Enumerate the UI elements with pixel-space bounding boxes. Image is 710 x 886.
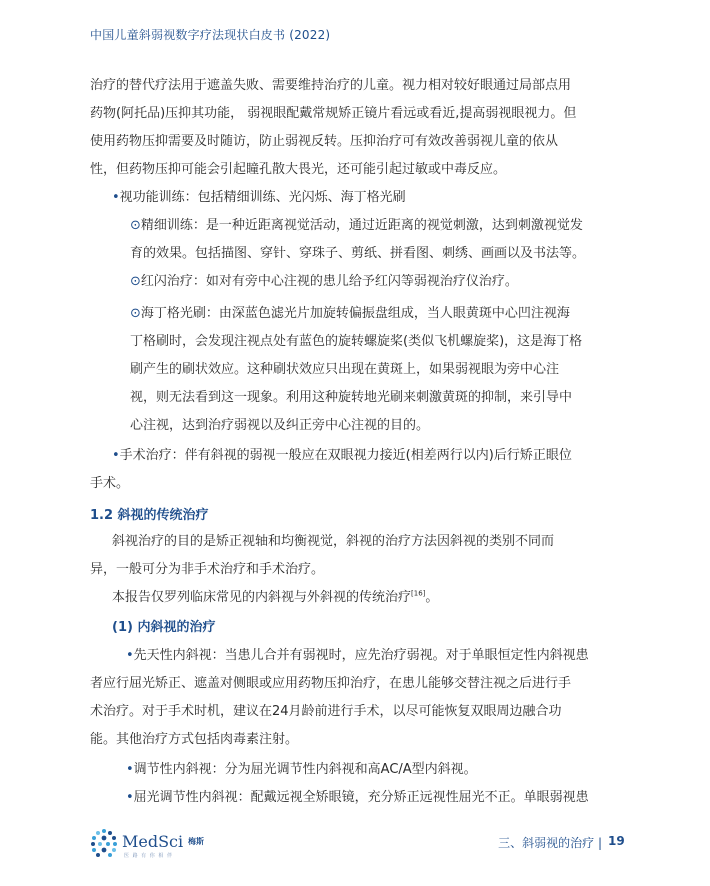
sub-item-line: 丁格刷时，会发现注视点处有蓝色的旋转螺旋桨(类似飞机螺旋桨)，这是海丁格 — [130, 334, 583, 349]
logo-word: MedSci — [122, 832, 184, 851]
page-number: 19 — [608, 834, 625, 848]
paragraph-line: 能。其他治疗方式包括肉毒素注射。 — [90, 732, 299, 747]
logo-cn: 梅斯 — [188, 837, 204, 846]
footer-chapter: 三、斜弱视的治疗 | — [498, 836, 602, 850]
bullet-icon: • — [112, 448, 120, 463]
logo-tagline: 医 路 有 你 相 伴 — [124, 853, 173, 859]
paragraph-line: 术治疗。对于手术时机，建议在24月龄前进行手术，以尽可能恢复双眼周边融合功 — [90, 704, 562, 719]
bullet-text: 手术治疗：伴有斜视的弱视一般应在双眼视力接近(相差两行以内)后行矫正眼位 — [119, 448, 572, 463]
paragraph-text: 本报告仅罗列临床常见的内斜视与外斜视的传统治疗 — [112, 590, 412, 605]
medsci-logo — [88, 828, 208, 858]
sub-item-line: 育的效果。包括描图、穿针、穿珠子、剪纸、拼看图、刺绣、画画以及书法等。 — [130, 246, 586, 261]
paragraph-end: 。 — [425, 590, 439, 605]
paragraph-line: 使用药物压抑需要及时随访，防止弱视反转。压抑治疗可有效改善弱视儿童的依从 — [90, 134, 559, 149]
sub-item-line: 心注视，达到治疗弱视以及纠正旁中心注视的目的。 — [130, 418, 430, 433]
bullet-icon: • — [112, 190, 120, 205]
header-title: 中国儿童斜弱视数字疗法现状白皮书 (2022) — [90, 28, 331, 42]
bullet-surgery — [112, 446, 572, 466]
bullet-text: 视功能训练：包括精细训练、光闪烁、海丁格光刷 — [119, 190, 406, 205]
sub-item-red-flash — [130, 272, 518, 292]
bullet-icon: • — [126, 648, 134, 663]
bullet-congenital-esotropia — [126, 646, 589, 666]
sub-item-line: 视，则无法看到这一现象。利用这种旋转地光刷来刺激黄斑的抑制，来引导中 — [130, 390, 573, 405]
sub-item-line: 刷产生的刷状效应。这种刷状效应只出现在黄斑上，如果弱视眼为旁中心注 — [130, 362, 560, 377]
bullet-text: 调节性内斜视：分为屈光调节性内斜视和高AC/A型内斜视。 — [133, 762, 477, 777]
paragraph-line: 异，一般可分为非手术治疗和手术治疗。 — [90, 562, 325, 577]
sub-item-fine-training — [130, 216, 583, 236]
paragraph-line: 药物(阿托品)压抑其功能， 弱视眼配戴常规矫正镜片看远或看近,提高弱视眼视力。但 — [90, 106, 577, 121]
paragraph-line: 斜视治疗的目的是矫正视轴和均衡视觉，斜视的治疗方法因斜视的类别不同而 — [112, 534, 555, 549]
bullet-text: 先天性内斜视：当患儿合并有弱视时，应先治疗弱视。对于单眼恒定性内斜视患 — [133, 648, 589, 663]
paragraph-line: 者应行屈光矫正、遮盖对侧眼或应用药物压抑治疗，在患儿能够交替注视之后进行手 — [90, 676, 572, 691]
circle-dot-icon: ⊙ — [130, 274, 141, 289]
bullet-vision-training — [112, 188, 406, 208]
citation-ref: [16] — [411, 589, 426, 598]
sub-item-text: 精细训练：是一种近距离视觉活动，通过近距离的视觉刺激，达到刺激视觉发 — [140, 218, 583, 233]
bullet-accommodative-esotropia — [126, 760, 477, 780]
bullet-icon: • — [126, 762, 134, 777]
bullet-icon: • — [126, 790, 134, 805]
bullet-text: 屈光调节性内斜视：配戴远视全矫眼镜，充分矫正远视性屈光不正。单眼弱视患 — [133, 790, 589, 805]
bullet-refractive-esotropia — [126, 788, 589, 808]
sub-item-haidinger-brush — [130, 304, 570, 324]
logo-dots-icon — [88, 828, 120, 858]
paragraph-line: 治疗的替代疗法用于遮盖失败、需要维持治疗的儿童。视力相对较好眼通过局部点用 — [90, 78, 572, 93]
sub-item-text: 海丁格光刷：由深蓝色滤光片加旋转偏振盘组成，当人眼黄斑中心凹注视海 — [140, 306, 570, 321]
paragraph-line: 性，但药物压抑可能会引起瞳孔散大畏光，还可能引起过敏或中毒反应。 — [90, 162, 507, 177]
sub-heading: (1) 内斜视的治疗 — [112, 620, 216, 635]
paragraph-reference-line — [112, 588, 438, 608]
sub-item-text: 红闪治疗：如对有旁中心注视的患儿给予红闪等弱视治疗仪治疗。 — [140, 274, 518, 289]
circle-dot-icon: ⊙ — [130, 306, 141, 321]
section-heading: 1.2 斜视的传统治疗 — [90, 508, 209, 523]
circle-dot-icon: ⊙ — [130, 218, 141, 233]
paragraph-line: 手术。 — [90, 476, 130, 491]
